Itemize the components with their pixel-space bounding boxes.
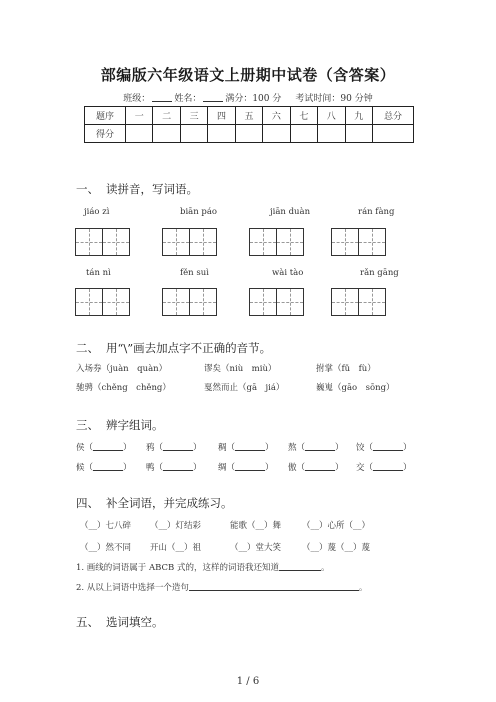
page-title: 部编版六年级语文上册期中试卷（含答案） xyxy=(100,66,396,84)
score-table-header-row xyxy=(85,107,414,125)
score-blank-cell xyxy=(126,125,153,143)
idiom-item[interactable]: （__）心所（__） xyxy=(302,521,371,531)
idiom-item[interactable]: （__）灯结彩 xyxy=(150,521,202,531)
pronunciation-item[interactable]: 戛然而止（gā jiá） xyxy=(204,383,285,393)
pronunciation-item[interactable]: 驰骋（chěng chěng） xyxy=(76,383,171,393)
section3-heading: 三、 辨字组词。 xyxy=(76,418,164,432)
score-cell: 总分 xyxy=(373,107,414,125)
class-label: 班级： xyxy=(123,94,151,104)
section1-heading: 一、 读拼音，写词语。 xyxy=(76,182,198,196)
pinyin-label: wài tào xyxy=(272,268,304,278)
writing-grid[interactable] xyxy=(331,288,385,316)
page-number: 1 / 6 xyxy=(236,676,260,687)
char-group-item[interactable]: 傲（ ） xyxy=(288,463,344,473)
score-blank-cell xyxy=(263,125,290,143)
score-cell: 题序 xyxy=(85,107,126,125)
pronunciation-item[interactable]: 入场券（juàn quàn） xyxy=(76,364,168,374)
score-cell: 一 xyxy=(126,107,153,125)
question-2: 2. 从以上词语中选择一个造句 。 xyxy=(76,583,368,593)
pinyin-label: jiáo zì xyxy=(84,207,110,217)
idiom-item[interactable]: 开山（__）祖 xyxy=(150,543,202,553)
idiom-item[interactable]: （__）蔑（__）蔑 xyxy=(302,543,371,553)
char-group-item[interactable]: 交（ ） xyxy=(356,463,412,473)
score-table-score-row xyxy=(85,125,414,143)
idiom-item[interactable]: （__）堂大笑 xyxy=(230,543,282,553)
score-cell: 四 xyxy=(208,107,235,125)
score-blank-cell xyxy=(208,125,235,143)
writing-grid[interactable] xyxy=(75,228,129,256)
char-group-item[interactable]: 鸦（ ） xyxy=(146,443,202,453)
score-blank-cell xyxy=(180,125,207,143)
pinyin-label: biān páo xyxy=(180,207,218,217)
idiom-item[interactable]: （__）然不同 xyxy=(80,543,132,553)
pinyin-label: tán nì xyxy=(86,268,111,278)
score-cell: 五 xyxy=(235,107,262,125)
char-group-item[interactable]: 饺（ ） xyxy=(356,443,412,453)
answer-blank[interactable] xyxy=(279,561,321,571)
char-group-item[interactable]: 候（ ） xyxy=(76,463,132,473)
char-group-item[interactable]: 熬（ ） xyxy=(288,443,344,453)
section2-heading: 二、 用“\”画去加点字不正确的音节。 xyxy=(76,341,272,355)
pinyin-label: rán fàng xyxy=(358,207,395,217)
score-blank-cell xyxy=(153,125,180,143)
score-blank-cell xyxy=(345,125,373,143)
exam-time: 考试时间：90 分钟 xyxy=(295,94,373,104)
exam-info xyxy=(0,91,496,104)
pinyin-label: jiān duàn xyxy=(270,207,311,217)
name-blank xyxy=(203,92,223,102)
writing-grid[interactable] xyxy=(249,288,303,316)
pronunciation-item[interactable]: 谬矣（niù miù） xyxy=(204,364,277,374)
name-label: 姓名： xyxy=(174,94,202,104)
score-cell: 八 xyxy=(318,107,345,125)
pinyin-label: rǎn gāng xyxy=(360,268,399,278)
writing-grid[interactable] xyxy=(162,228,216,256)
char-group-item[interactable]: 鸭（ ） xyxy=(146,463,202,473)
full-marks: 满分：100 分 xyxy=(225,94,282,104)
score-cell: 二 xyxy=(153,107,180,125)
score-cell: 七 xyxy=(290,107,317,125)
pronunciation-item[interactable]: 巍嵬（gāo sōng） xyxy=(316,383,395,393)
score-cell: 三 xyxy=(180,107,207,125)
score-blank-cell xyxy=(373,125,414,143)
char-group-item[interactable]: 绸（ ） xyxy=(218,463,274,473)
writing-grid[interactable] xyxy=(162,288,216,316)
score-blank-cell xyxy=(235,125,262,143)
score-cell: 六 xyxy=(263,107,290,125)
idiom-item[interactable]: （__）七八碎 xyxy=(80,521,132,531)
score-blank-cell xyxy=(318,125,345,143)
class-blank xyxy=(152,92,172,102)
writing-grid[interactable] xyxy=(331,228,385,256)
char-group-item[interactable]: 稠（ ） xyxy=(218,443,274,453)
pronunciation-item[interactable]: 拊掌（fǔ fù） xyxy=(316,364,376,374)
score-cell: 九 xyxy=(345,107,373,125)
score-table xyxy=(84,106,414,143)
char-group-item[interactable]: 侯（ ） xyxy=(76,443,132,453)
idiom-item[interactable]: 能歌（__）舞 xyxy=(230,521,282,531)
answer-blank[interactable] xyxy=(189,581,359,591)
pinyin-label: fěn suì xyxy=(180,268,209,278)
question-1: 1. 画线的词语属于 ABCB 式的，这样的词语我还知道 。 xyxy=(76,563,330,573)
section5-heading: 五、 选词填空。 xyxy=(76,615,164,629)
score-blank-cell xyxy=(290,125,317,143)
writing-grid[interactable] xyxy=(249,228,303,256)
score-cell: 得分 xyxy=(85,125,126,143)
writing-grid[interactable] xyxy=(75,288,129,316)
section4-heading: 四、 补全词语，并完成练习。 xyxy=(76,496,233,510)
